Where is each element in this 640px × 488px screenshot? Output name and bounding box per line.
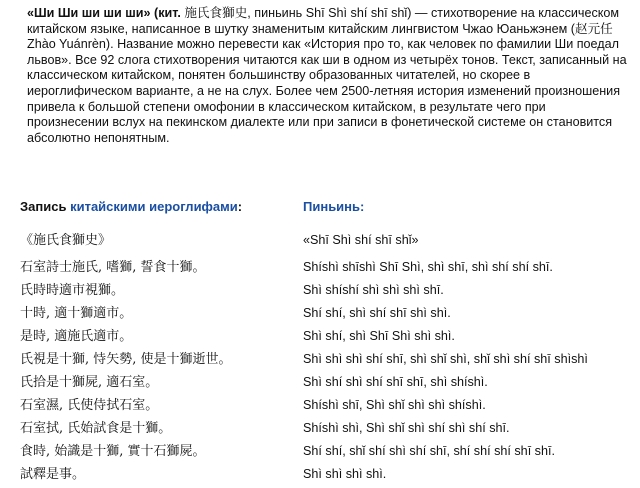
chinese-poem-line: 氏拾是十獅屍, 適石室。 xyxy=(20,375,159,390)
chinese-poem-line: 食時, 始識是十獅, 實十石獅屍。 xyxy=(20,444,206,459)
pinyin-poem-line: Shì shí shì shí shī shī, shì shíshì. xyxy=(303,375,488,389)
chinese-poem-line: 十時, 適十獅適市。 xyxy=(20,306,133,321)
pinyin-poem-line: Shì shì shì shí shī, shì shǐ shì, shǐ shì shí shī shìshì xyxy=(303,352,588,366)
chinese-poem-line: 氏視是十獅, 恃矢勢, 使是十獅逝世。 xyxy=(20,352,232,367)
pinyin-poem-line: Shí shí, shì shí shī shì shì. xyxy=(303,306,451,320)
poem-title: «Ши Ши ши ши ши» xyxy=(27,6,151,20)
pinyin-text-column xyxy=(303,229,588,486)
pinyin-poem-title: «Shī Shì shí shī shǐ» xyxy=(303,233,419,247)
pinyin-poem-line: Shíshì shì, Shì shǐ shì shí shì shí shī. xyxy=(303,421,510,435)
pinyin-column-heading[interactable]: Пиньинь: xyxy=(303,199,365,214)
chinese-poem-line: 石室濕, 氏使侍拭石室。 xyxy=(20,398,159,413)
poem-title-paren: (кит. xyxy=(154,6,181,20)
pinyin-poem-line: Shì shì shì shì. xyxy=(303,467,387,481)
intro-text: 施氏食獅史, пиньинь Shī Shì shí shī shǐ) — стихотворение на классическом китайском языке, написанное в шутку знаменитым китайским лингвистом Чжао Юаньжэнем (赵元任 Zhào Yuánrèn). Название можно перевести как «История про то, как человек по фамилии Ши поедал львов». Все 92 слога стихотворения читаются как ши в одном из четырёх тонов. Текст, записанный на классическом китайском, понятен большинству образованных читателей, но скорее в иероглифическом варианте, а не на слух. Более чем 2500-летняя история изменений произношения привела к большой степени омофонии в классическом китайском, в результате чего при произнесении вслух на пекинском диалекте или при записи в фонетической системе он становится абсолютно непонятным. xyxy=(27,6,627,145)
chinese-column-heading xyxy=(20,199,242,214)
chinese-heading-suffix: : xyxy=(237,199,243,214)
chinese-poem-line: 石室拭, 氏始試食是十獅。 xyxy=(20,421,172,436)
pinyin-poem-line: Shíshì shī, Shì shǐ shì shì shíshì. xyxy=(303,398,486,412)
chinese-poem-title: 《施氏食獅史》 xyxy=(20,233,112,248)
chinese-poem-line: 石室詩士施氏, 嗜獅, 誓食十獅。 xyxy=(20,260,206,275)
pinyin-poem-line: Shì shí, shì Shī Shì shì shì. xyxy=(303,329,455,343)
chinese-poem-line: 試釋是事。 xyxy=(20,467,86,482)
pinyin-poem-line: Shíshì shīshì Shī Shì, shì shī, shì shí shí shī. xyxy=(303,260,553,274)
chinese-text-column xyxy=(20,229,232,486)
chinese-poem-line: 是時, 適施氏適市。 xyxy=(20,329,133,344)
chinese-heading-prefix: Запись xyxy=(20,199,67,214)
article-intro-paragraph xyxy=(27,6,627,146)
chinese-poem-line: 氏時時適市視獅。 xyxy=(20,283,125,298)
pinyin-poem-line: Shí shí, shǐ shí shì shí shī, shí shí shí shī shī. xyxy=(303,444,555,458)
pinyin-poem-line: Shì shíshí shì shì shì shī. xyxy=(303,283,444,297)
chinese-characters-link[interactable]: китайскими иероглифами xyxy=(70,199,238,214)
